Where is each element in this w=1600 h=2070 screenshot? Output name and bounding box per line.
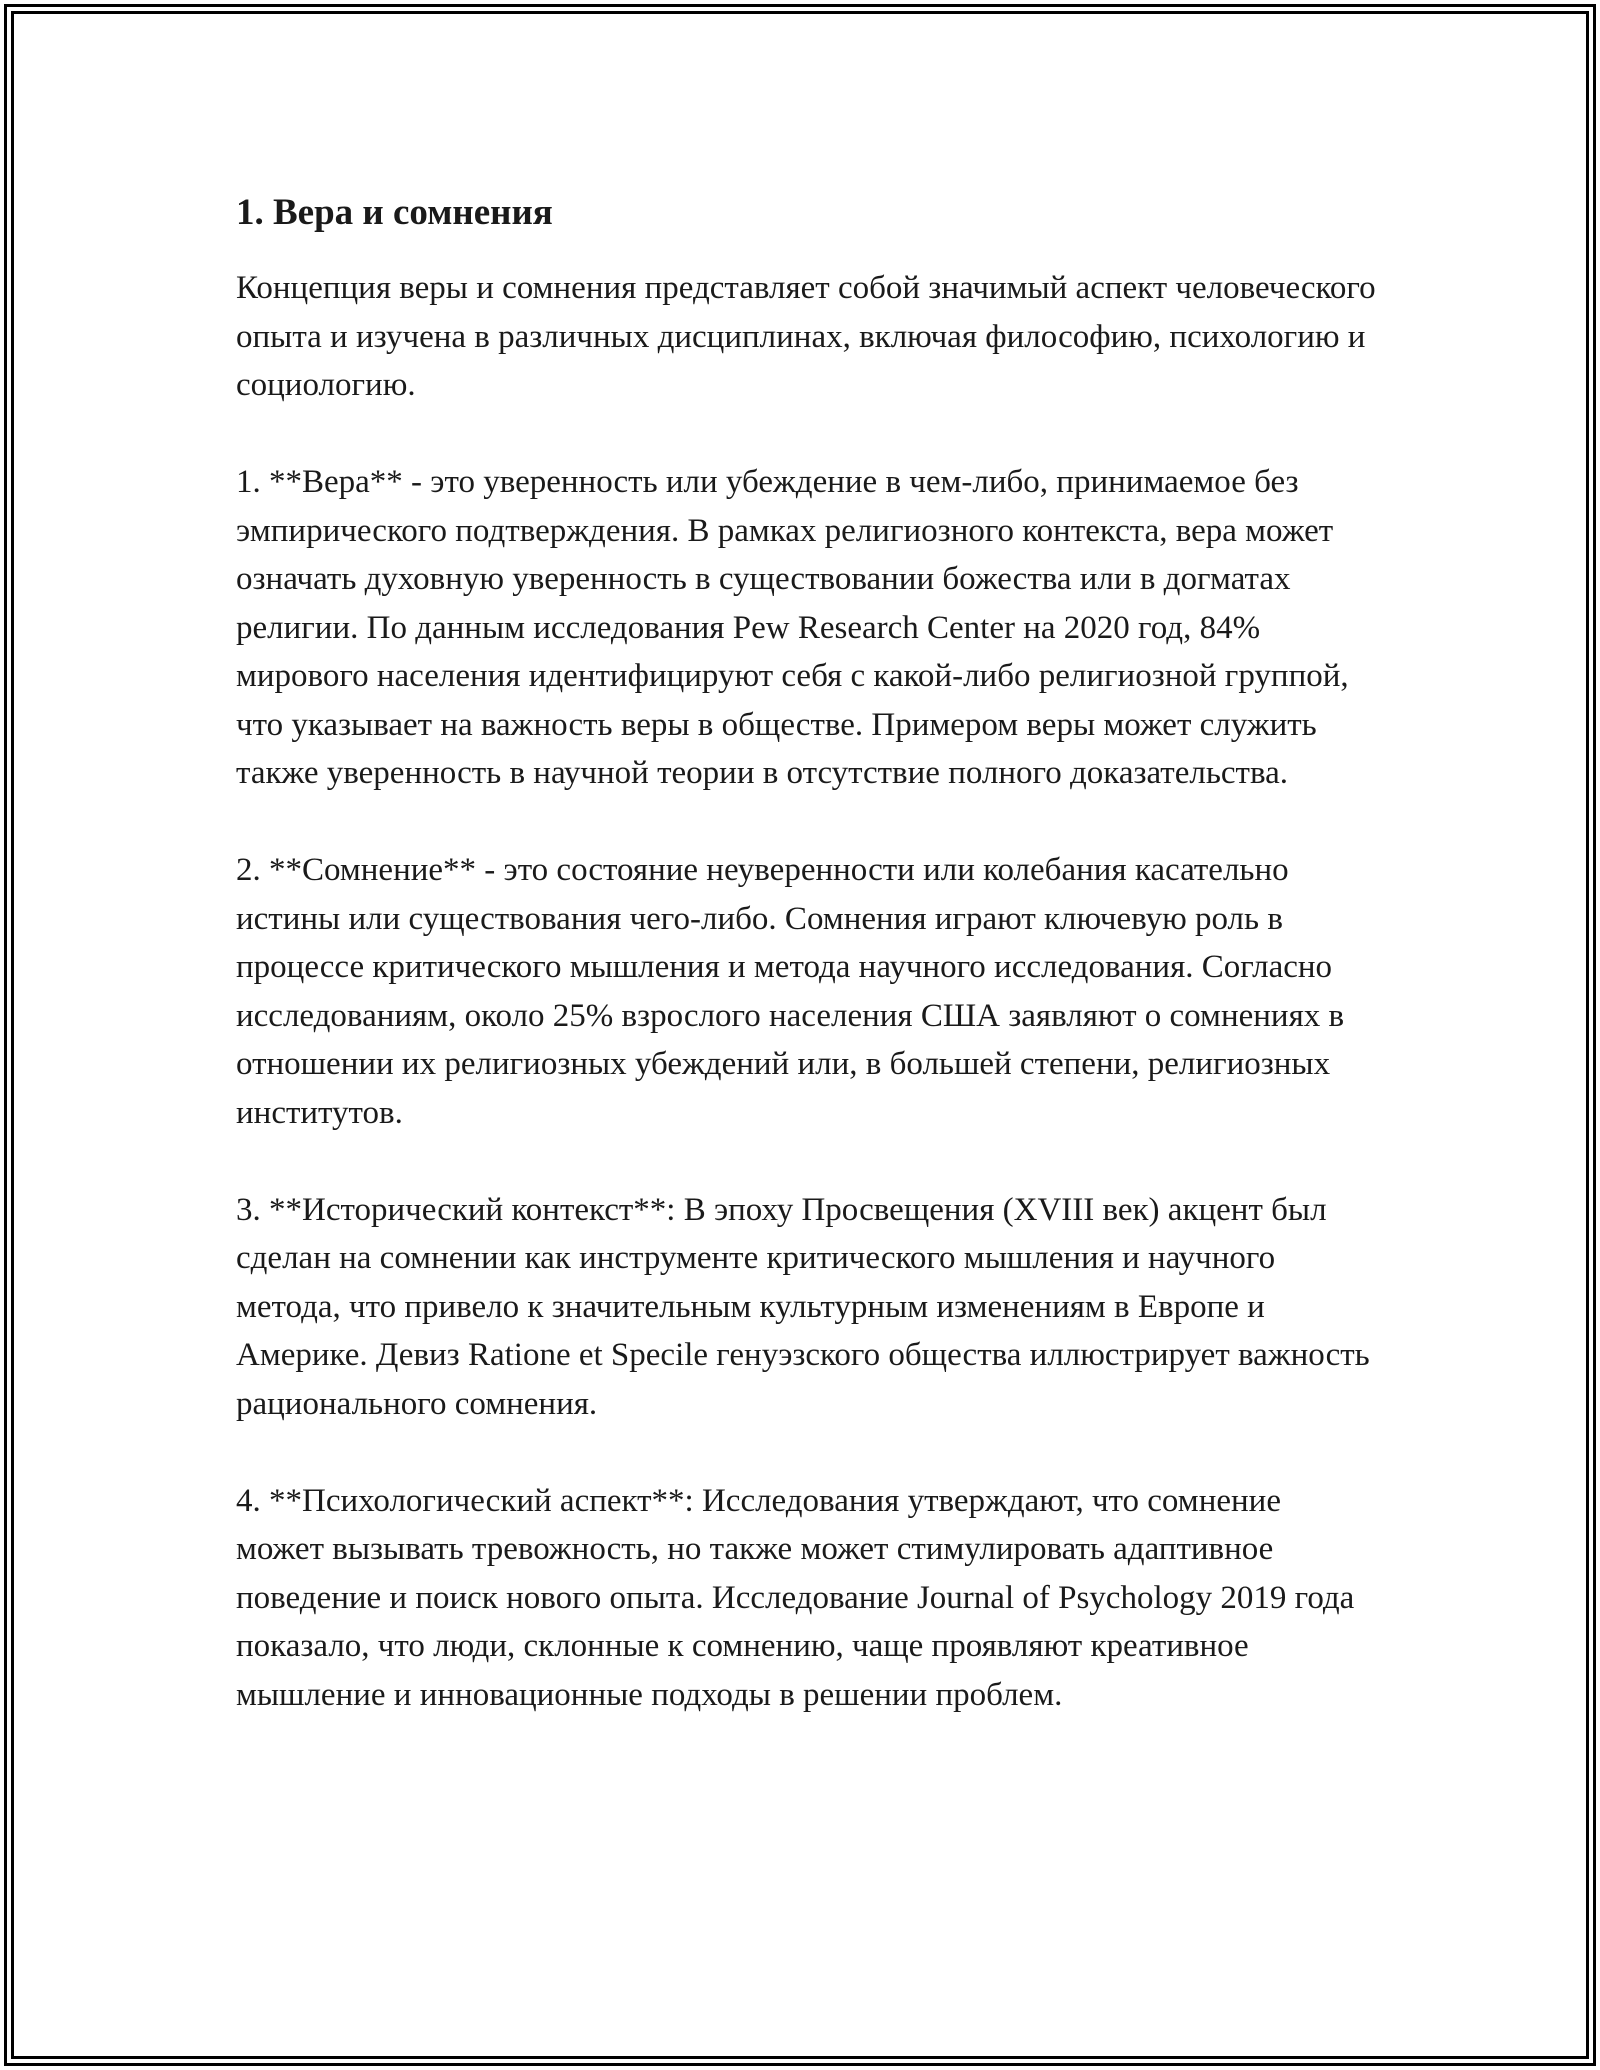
paragraph-psychological-aspect: 4. **Психологический аспект**: Исследования утверждают, что сомнение может вызывать тревожность, но также может стимулировать адаптивное поведение и поиск нового опыта. Исследование Journal of Psychology 2019 года показало, что люди, склонные к сомнению, чаще проявляют креативное мышление и инновационные подходы в решении проблем. <box>236 1482 1355 1713</box>
document-title: 1. Вера и сомнения <box>236 192 553 233</box>
paragraph-intro: Концепция веры и сомнения представляет собой значимый аспект человеческого опыта и изучена в различных дисциплинах, включая философию, психологию и социологию. <box>236 270 1376 403</box>
paragraph-historical-context: 3. **Исторический контекст**: В эпоху Просвещения (XVIII век) акцент был сделан на сомнении как инструменте критического мышления и научного метода, что привело к значительным культурным изменениям в Европе и Америке. Девиз Ratione et Specile генуэзского общества иллюстрирует важность рационального сомнения. <box>236 1191 1370 1422</box>
paragraph-doubt: 2. **Сомнение** - это состояние неуверенности или колебания касательно истины или существования чего-либо. Сомнения играют ключевую роль в процессе критического мышления и метода научного исследования. Согласно исследованиям, около 25% взрослого населения США заявляют о сомнениях в отношении их религиозных убеждений или, в большей степени, религиозных институтов. <box>236 852 1345 1131</box>
document-body <box>236 184 1376 1768</box>
paragraph-faith: 1. **Вера** - это уверенность или убеждение в чем-либо, принимаемое без эмпирического подтверждения. В рамках религиозного контекста, вера может означать духовную уверенность в существовании божества или в догматах религии. По данным исследования Pew Research Center на 2020 год, 84% мирового населения идентифицируют себя с какой-либо религиозной группой, что указывает на важность веры в обществе. Примером веры может служить также уверенность в научной теории в отсутствие полного доказательства. <box>236 464 1349 791</box>
